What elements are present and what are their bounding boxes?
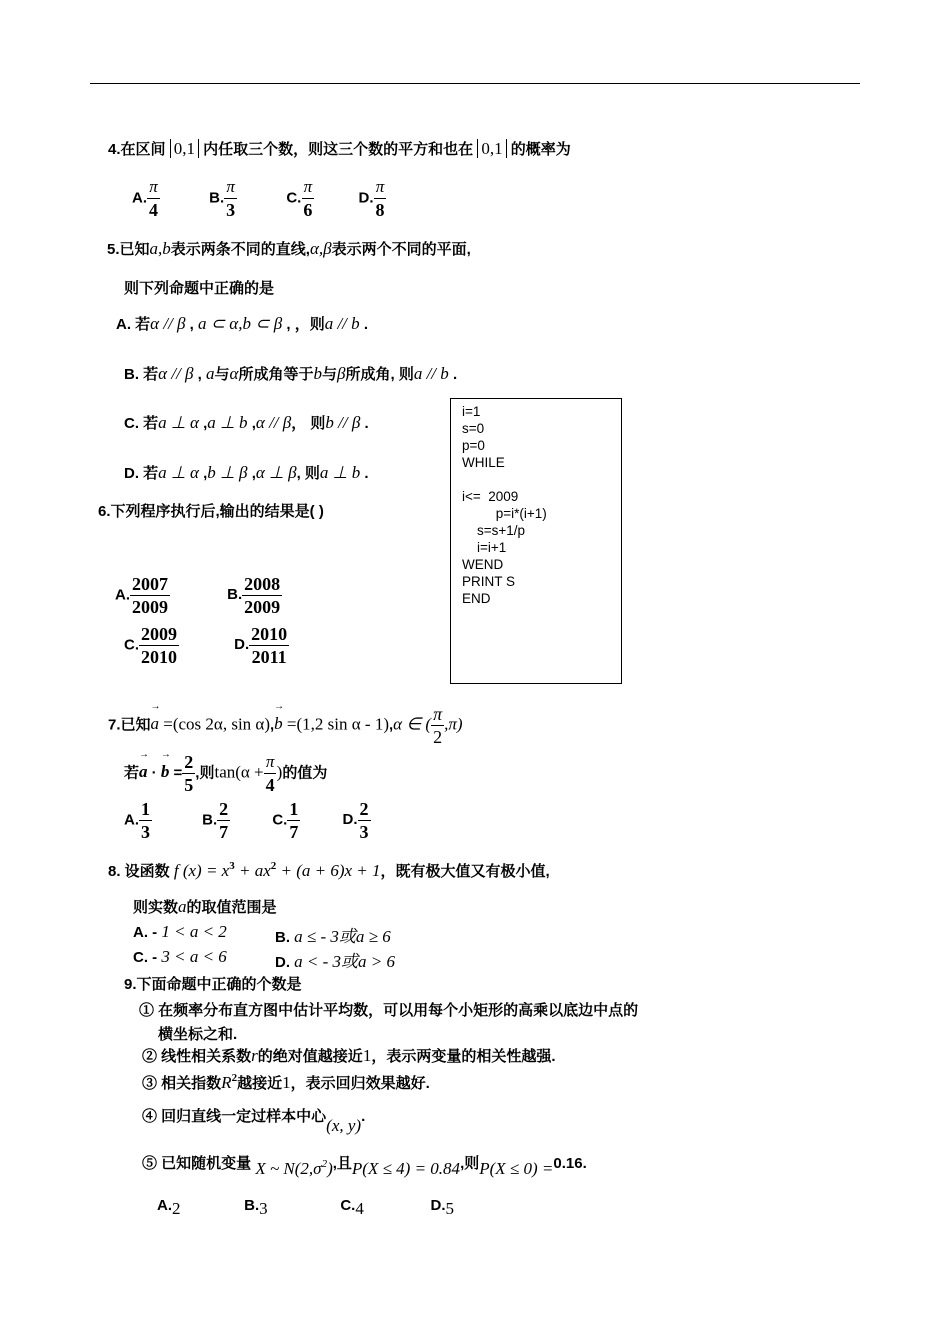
question-6: 6.下列程序执行后,输出的结果是( ) — [98, 503, 324, 520]
q7-options — [124, 798, 371, 843]
option-d: D. $\frac{\pi}{8}$ — [358, 177, 385, 220]
option-c: C. $\frac{2009}{2010}$ — [124, 624, 177, 667]
q9-options — [157, 1195, 455, 1218]
code-line: END — [462, 591, 491, 606]
vector-a: → a — [151, 714, 160, 734]
code-line: p=0 — [462, 438, 485, 453]
option-a: A.2 — [157, 1197, 181, 1218]
code-line: WHILE — [462, 455, 505, 470]
q8-option-c: C. - 3 < a < 6 — [133, 947, 227, 966]
option-a: A. $\frac{2007}{2009}$ — [115, 574, 168, 617]
q9-item-1: ① 在频率分布直方图中估计平均数，可以用每个小矩形的高乘以底边中点的 — [139, 1002, 639, 1019]
header-rule — [90, 83, 860, 84]
q9-item-5: ⑤ 已知随机变量 X ~ $N(2,\sigma^2)$,且P(X ≤ 4) = 0.84,则P(X ≤ 0) =0.16. — [142, 1155, 587, 1178]
q9-item-1-cont: 横坐标之和. — [158, 1026, 238, 1043]
question-7-condition: 若→ a · → b = $\frac{2}{5}$ ,则tan(α + $\frac{\pi}{4}$ )的值为 — [124, 751, 327, 796]
vector-b: → b — [274, 714, 283, 734]
option-c: C.4 — [340, 1197, 364, 1218]
option-d: D.5 — [430, 1197, 455, 1218]
q9-item-4: ④ 回归直线一定过样本中心(x, y). — [142, 1108, 366, 1135]
option-a: A. $\frac{1}{3}$ — [124, 799, 150, 842]
code-line: WEND — [462, 557, 504, 572]
code-line: PRINT S — [462, 574, 516, 589]
question-9: 9.下面命题中正确的个数是 — [124, 976, 302, 993]
option-a: A. $\frac{\pi}{4}$ — [132, 177, 158, 220]
question-5: 5.已知a,b表示两条不同的直线,α,β表示两个不同的平面, — [107, 239, 471, 258]
question-4 — [108, 138, 571, 159]
option-c: C. $\frac{1}{7}$ — [272, 799, 299, 842]
q6-options-row1 — [115, 573, 282, 618]
question-8-prompt: 则实数a的取值范围是 — [133, 897, 277, 916]
q8-option-b: B. a ≤ - 3或a ≥ 6 — [275, 927, 391, 946]
question-number: 4. — [108, 141, 121, 158]
question-text: 在区间 — [120, 141, 166, 158]
code-line: i=1 — [462, 404, 481, 419]
q5-option-d: D. 若a ⊥ α ,b ⊥ β ,α ⊥ β, 则a ⊥ b . — [124, 463, 369, 482]
question-8: 8. 设函数 f $(x) = x^3 + ax^2 + (a + 6)x + 1$，既有极大值又有极小值, — [108, 860, 550, 880]
q5-option-c: C. 若a ⊥ α ,a ⊥ b ,α // β， 则b // β . — [124, 413, 369, 432]
option-b: B. $\frac{\pi}{3}$ — [209, 177, 236, 220]
option-b: B.3 — [244, 1197, 268, 1218]
q6-options-row2 — [124, 623, 289, 668]
code-line: i<= 2009 — [462, 489, 519, 504]
code-line — [462, 471, 621, 488]
option-d: D. $\frac{2010}{2011}$ — [234, 624, 288, 667]
code-line: s=0 — [462, 421, 485, 436]
code-line: s=s+1/p — [462, 523, 526, 538]
interval: 0,1 — [170, 139, 199, 158]
q5-option-b: B. 若α // β , a与α所成角等于b与β所成角, 则a // b . — [124, 364, 458, 383]
interval: 0,1 — [477, 139, 506, 158]
option-b: B. $\frac{2008}{2009}$ — [227, 574, 281, 617]
q9-item-2: ② 线性相关系数r的绝对值越接近1，表示两变量的相关性越强. — [142, 1046, 556, 1065]
code-line: p=i*(i+1) — [462, 506, 547, 521]
q8-option-a: A. - 1 < a < 2 — [133, 922, 227, 941]
q8-option-d: D. a < - 3或a > 6 — [275, 952, 396, 971]
code-line: i=i+1 — [462, 540, 507, 555]
option-c: C. $\frac{\pi}{6}$ — [286, 177, 313, 220]
question-text: 内任取三个数，则这三个数的平方和也在 — [203, 141, 474, 158]
q5-option-a: A. 若α // β , a ⊂ α,b ⊂ β , ，则a // b . — [116, 314, 368, 333]
program-code-box — [450, 398, 622, 684]
q4-options — [132, 176, 387, 221]
question-text: 的概率为 — [510, 141, 571, 158]
question-7: 7.已知→ a =(cos 2α, sin α),→ b =(1,2 sin α - 1),α ∈ ( $\frac{\pi}{2}$ ,π) — [108, 703, 463, 748]
question-5-prompt: 则下列命题中正确的是 — [124, 280, 275, 297]
option-d: D. $\frac{2}{3}$ — [342, 799, 369, 842]
option-b: B. $\frac{2}{7}$ — [202, 799, 229, 842]
q9-item-3: ③ 相关指数$R^2$越接近1，表示回归效果越好. — [142, 1072, 430, 1092]
